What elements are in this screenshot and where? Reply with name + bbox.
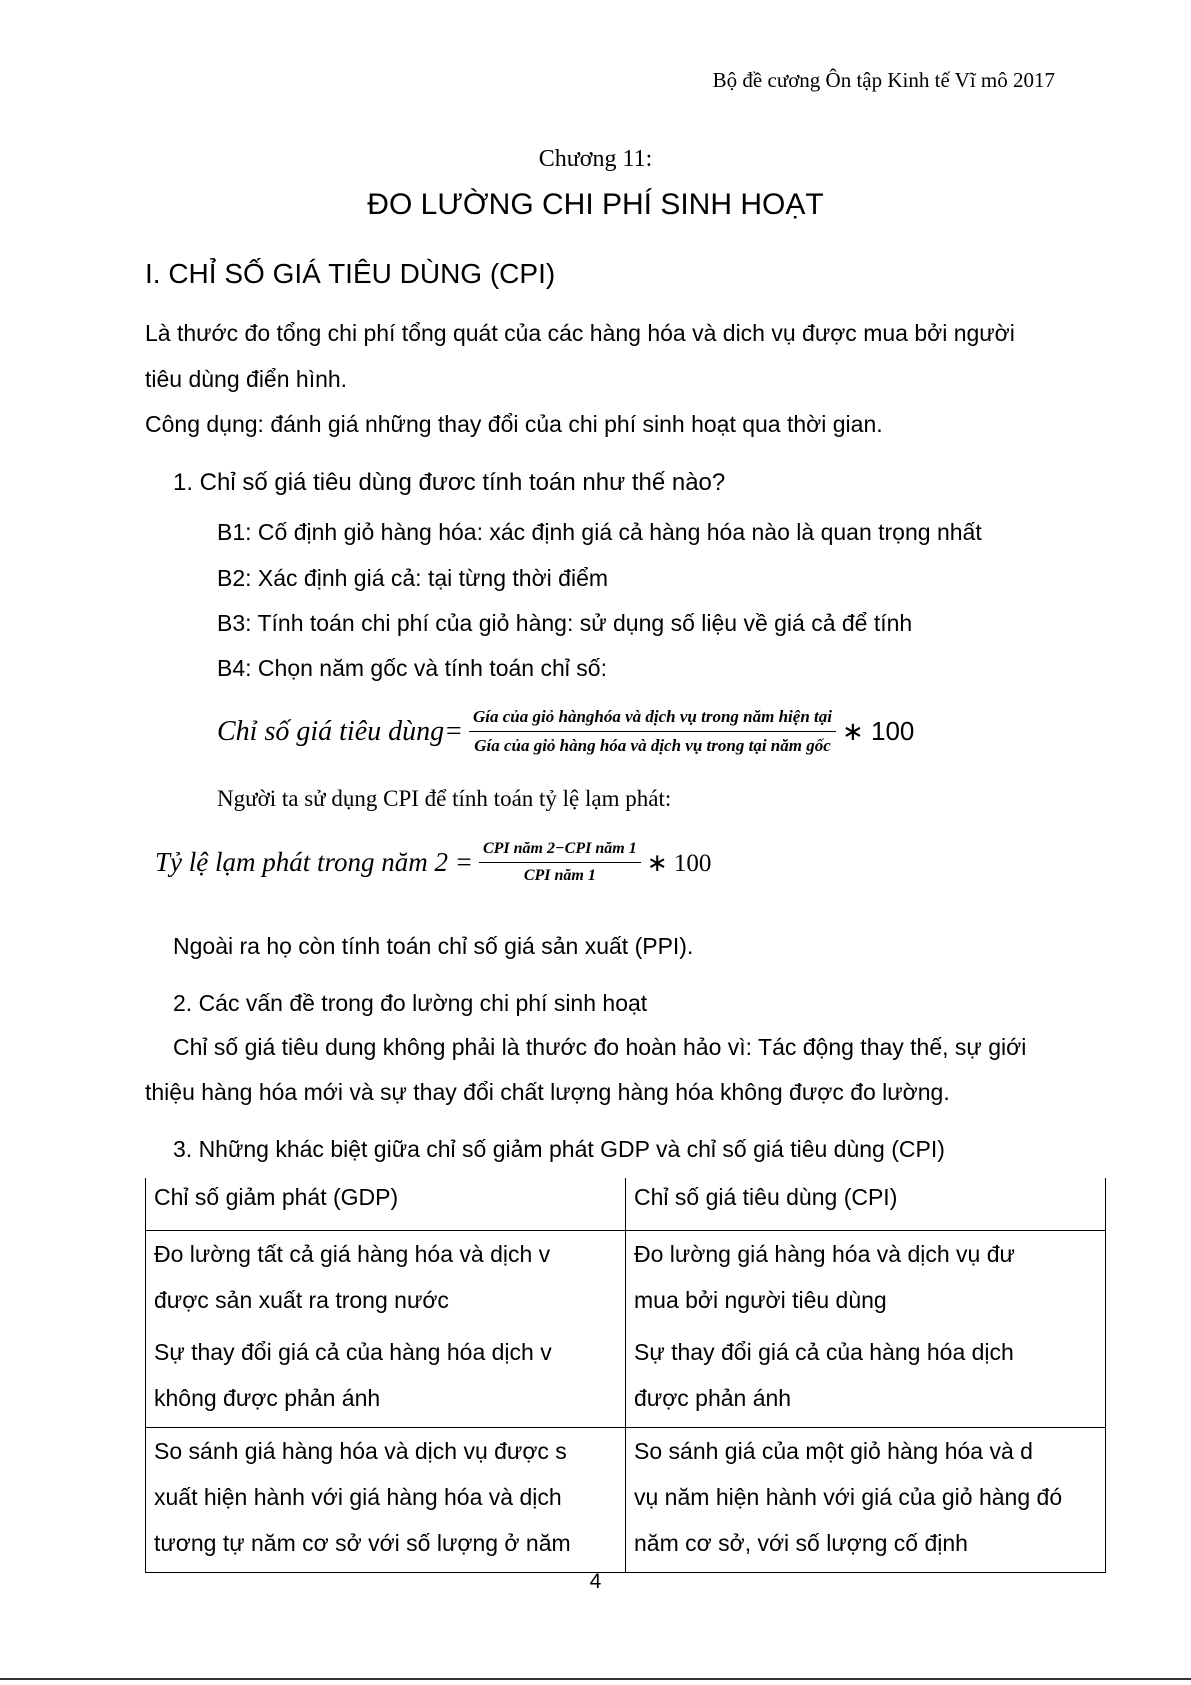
table-row [146, 1428, 1106, 1573]
formula-fraction [469, 707, 836, 756]
cell-line: So sánh giá hàng hóa và dịch vụ được s [154, 1438, 567, 1464]
subheading-cpi-calculation: 1. Chỉ số giá tiêu dùng đươc tính toán như thế nào? [173, 469, 726, 496]
cell-line: Sự thay đổi giá cả của hàng hóa dịch v [154, 1339, 552, 1365]
subheading-differences: 3. Những khác biệt giữa chỉ số giảm phát GDP và chỉ số giá tiêu dùng (CPI) [173, 1136, 945, 1162]
cell-line: không được phản ánh [154, 1385, 381, 1411]
paragraph-definition-line1: Là thước đo tổng chi phí tổng quát của các hàng hóa và dich vụ được mua bởi người [145, 320, 1015, 346]
cpi-formula [217, 707, 914, 756]
formula-denominator: Gía của giỏ hàng hóa và dịch vụ trong tại năm gốc [474, 736, 831, 755]
step-item: B2: Xác định giá cả: tại từng thời điểm [217, 565, 609, 591]
cell-line: được phản ánh [634, 1385, 792, 1411]
cell-line: Sự thay đổi giá cả của hàng hóa dịch [634, 1339, 1014, 1365]
table-header-row [146, 1178, 1106, 1231]
cell-line: mua bởi người tiêu dùng [634, 1287, 887, 1313]
running-header: Bộ đề cương Ôn tập Kinh tế Vĩ mô 2017 [712, 68, 1055, 92]
comparison-table [145, 1178, 1106, 1573]
table-cell [626, 1428, 1106, 1573]
section-title: I. CHỈ SỐ GIÁ TIÊU DÙNG (CPI) [145, 258, 556, 289]
formula-fraction [479, 840, 641, 885]
cell-line: năm cơ sở, với số lượng cố định [634, 1530, 968, 1556]
subheading-measurement-problems: 2. Các vấn đề trong đo lường chi phí sinh hoạt [173, 990, 648, 1016]
formula-rhs: ∗ 100 [646, 849, 712, 877]
paragraph-problems-line1: Chỉ số giá tiêu dung không phải là thước đo hoàn hảo vì: Tác động thay thế, sự giới [173, 1034, 1027, 1060]
cell-line: được sản xuất ra trong nước [154, 1287, 449, 1313]
step-item: B3: Tính toán chi phí của giỏ hàng: sử dụng số liệu về giá cả để tính [217, 610, 913, 636]
cell-line: So sánh giá của một giỏ hàng hóa và d [634, 1438, 1033, 1464]
paragraph-ppi: Ngoài ra họ còn tính toán chỉ số giá sản xuất (PPI). [173, 933, 694, 959]
cell-line: Đo lường tất cả giá hàng hóa và dịch v [154, 1241, 551, 1267]
page-number: 4 [589, 1570, 602, 1593]
formula-rhs: ∗ 100 [841, 716, 915, 746]
chapter-title: ĐO LƯỜNG CHI PHÍ SINH HOẠT [367, 188, 824, 221]
table-cell [626, 1231, 1106, 1330]
paragraph-problems-line2: thiệu hàng hóa mới và sự thay đổi chất lượng hàng hóa không được đo lường. [145, 1079, 950, 1105]
inflation-formula [155, 840, 711, 885]
table-header-cell: Chỉ số giá tiêu dùng (CPI) [626, 1178, 1106, 1231]
cell-line: tương tự năm cơ sở với số lượng ở năm [154, 1530, 571, 1556]
paragraph-usage: Công dụng: đánh giá những thay đổi của chi phí sinh hoạt qua thời gian. [145, 411, 883, 437]
step-item: B1: Cố định giỏ hàng hóa: xác định giá cả hàng hóa nào là quan trọng nhất [217, 519, 982, 545]
formula-lhs: Chỉ số giá tiêu dùng= [217, 715, 464, 747]
table-cell [146, 1428, 626, 1573]
table-row [146, 1329, 1106, 1428]
page-bottom-rule [0, 1678, 1191, 1680]
cell-line: vụ năm hiện hành với giá của giỏ hàng đó [634, 1484, 1063, 1510]
table-cell [626, 1329, 1106, 1428]
formula-lhs: Tỷ lệ lạm phát trong năm 2 = [155, 847, 473, 877]
cell-line: Đo lường giá hàng hóa và dịch vụ đư [634, 1241, 1015, 1267]
step-item: B4: Chọn năm gốc và tính toán chỉ số: [217, 655, 607, 681]
table-cell [146, 1231, 626, 1330]
formula-numerator: Gía của giỏ hànghóa và dịch vụ trong năm hiện tại [469, 707, 836, 732]
chapter-label: Chương 11: [538, 146, 653, 172]
table-cell [146, 1329, 626, 1428]
cell-line: xuất hiện hành với giá hàng hóa và dịch [154, 1484, 562, 1510]
table-header-cell: Chỉ số giảm phát (GDP) [146, 1178, 626, 1231]
table-row [146, 1231, 1106, 1330]
formula-denominator: CPI năm 1 [523, 867, 596, 884]
formula-numerator: CPI năm 2−CPI năm 1 [479, 840, 641, 863]
paragraph-inflation-intro: Người ta sử dụng CPI để tính toán tỷ lệ lạm phát: [217, 786, 672, 811]
paragraph-definition-line2: tiêu dùng điển hình. [145, 366, 348, 392]
